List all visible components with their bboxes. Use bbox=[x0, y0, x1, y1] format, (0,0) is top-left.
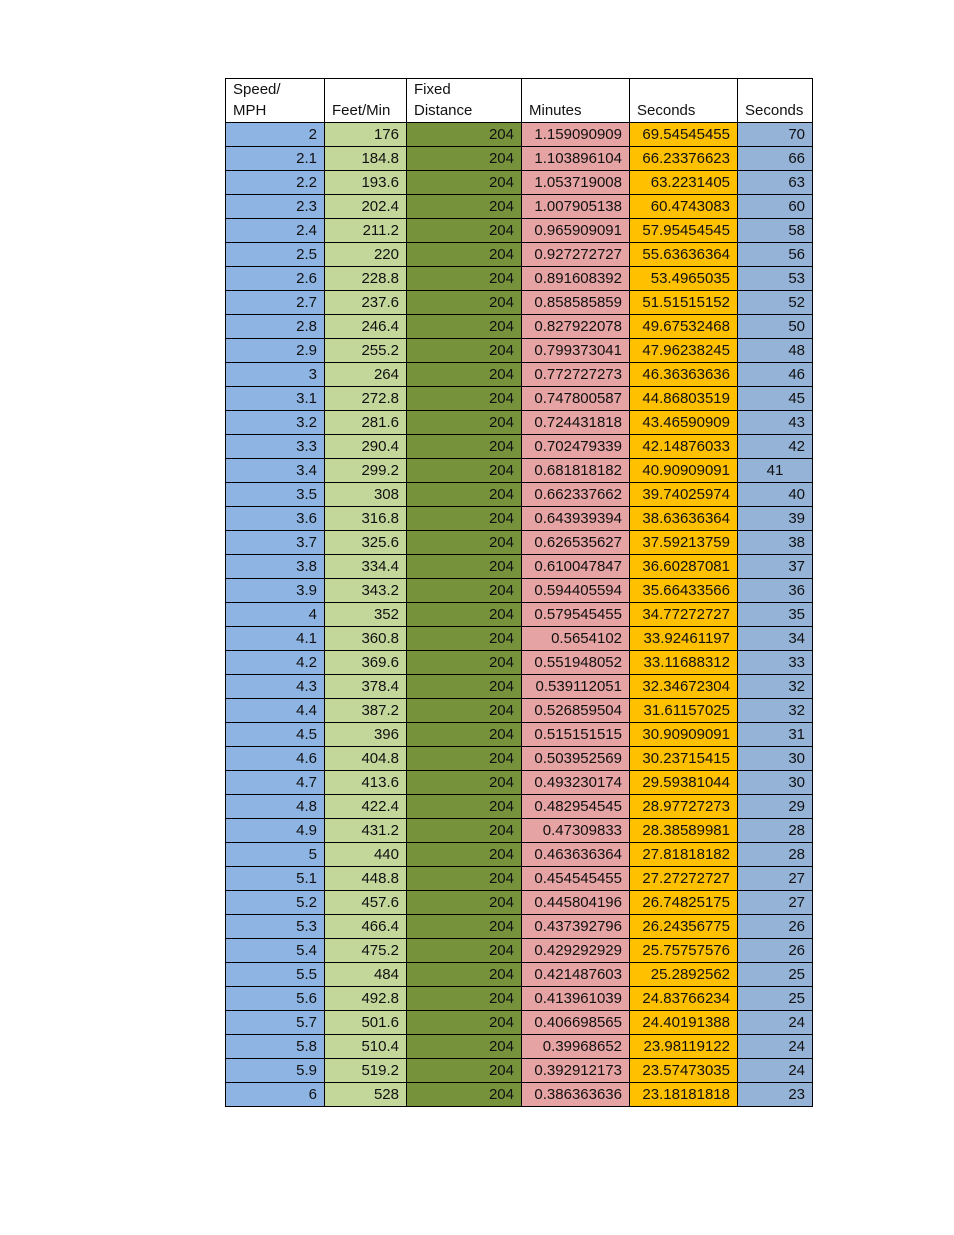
table-row bbox=[226, 123, 813, 147]
table-row bbox=[226, 1011, 813, 1035]
speed-mph-cell: 2.9 bbox=[226, 339, 325, 363]
fixed-distance-cell: 204 bbox=[407, 531, 522, 555]
fixed-distance-cell: 204 bbox=[407, 483, 522, 507]
seconds-rounded-cell: 24 bbox=[738, 1011, 813, 1035]
fixed-distance-cell: 204 bbox=[407, 123, 522, 147]
fixed-distance-cell: 204 bbox=[407, 147, 522, 171]
fixed-distance-cell: 204 bbox=[407, 459, 522, 483]
speed-mph-cell: 4.5 bbox=[226, 723, 325, 747]
seconds-rounded-cell: 46 bbox=[738, 363, 813, 387]
seconds-cell: 24.40191388 bbox=[630, 1011, 738, 1035]
table-row bbox=[226, 435, 813, 459]
table-row bbox=[226, 195, 813, 219]
table-row bbox=[226, 171, 813, 195]
minutes-cell: 0.482954545 bbox=[522, 795, 630, 819]
minutes-cell: 0.421487603 bbox=[522, 963, 630, 987]
feet-per-min-cell: 475.2 bbox=[325, 939, 407, 963]
seconds-cell: 66.23376623 bbox=[630, 147, 738, 171]
feet-per-min-cell: 228.8 bbox=[325, 267, 407, 291]
speed-conversion-table bbox=[225, 78, 813, 1107]
speed-mph-cell: 3.5 bbox=[226, 483, 325, 507]
minutes-cell: 0.747800587 bbox=[522, 387, 630, 411]
speed-mph-cell: 3.9 bbox=[226, 579, 325, 603]
fixed-distance-cell: 204 bbox=[407, 171, 522, 195]
speed-mph-cell: 4.2 bbox=[226, 651, 325, 675]
seconds-cell: 28.97727273 bbox=[630, 795, 738, 819]
speed-mph-cell: 3.3 bbox=[226, 435, 325, 459]
minutes-cell: 0.454545455 bbox=[522, 867, 630, 891]
seconds-cell: 28.38589981 bbox=[630, 819, 738, 843]
feet-per-min-cell: 519.2 bbox=[325, 1059, 407, 1083]
fixed-distance-cell: 204 bbox=[407, 1083, 522, 1107]
seconds-cell: 60.4743083 bbox=[630, 195, 738, 219]
speed-mph-cell: 4.3 bbox=[226, 675, 325, 699]
fixed-distance-cell: 204 bbox=[407, 579, 522, 603]
seconds-cell: 34.77272727 bbox=[630, 603, 738, 627]
fixed-distance-cell: 204 bbox=[407, 1035, 522, 1059]
minutes-cell: 0.702479339 bbox=[522, 435, 630, 459]
minutes-cell: 0.39968652 bbox=[522, 1035, 630, 1059]
speed-mph-cell: 3.7 bbox=[226, 531, 325, 555]
fixed-distance-cell: 204 bbox=[407, 603, 522, 627]
table-row bbox=[226, 699, 813, 723]
feet-per-min-cell: 193.6 bbox=[325, 171, 407, 195]
seconds-rounded-cell: 70 bbox=[738, 123, 813, 147]
minutes-cell: 0.927272727 bbox=[522, 243, 630, 267]
table-row bbox=[226, 819, 813, 843]
minutes-cell: 0.772727273 bbox=[522, 363, 630, 387]
speed-mph-cell: 5.2 bbox=[226, 891, 325, 915]
minutes-cell: 0.610047847 bbox=[522, 555, 630, 579]
table-row bbox=[226, 771, 813, 795]
seconds-rounded-cell: 31 bbox=[738, 723, 813, 747]
seconds-rounded-cell: 39 bbox=[738, 507, 813, 531]
seconds-rounded-cell: 23 bbox=[738, 1083, 813, 1107]
fixed-distance-cell: 204 bbox=[407, 1011, 522, 1035]
header-feet-per-min: Feet/Min bbox=[325, 79, 407, 123]
seconds-cell: 57.95454545 bbox=[630, 219, 738, 243]
table-row bbox=[226, 459, 813, 483]
minutes-cell: 0.827922078 bbox=[522, 315, 630, 339]
feet-per-min-cell: 264 bbox=[325, 363, 407, 387]
speed-mph-cell: 4.9 bbox=[226, 819, 325, 843]
feet-per-min-cell: 431.2 bbox=[325, 819, 407, 843]
fixed-distance-cell: 204 bbox=[407, 771, 522, 795]
feet-per-min-cell: 501.6 bbox=[325, 1011, 407, 1035]
fixed-distance-cell: 204 bbox=[407, 915, 522, 939]
speed-mph-cell: 3.4 bbox=[226, 459, 325, 483]
seconds-rounded-cell: 27 bbox=[738, 867, 813, 891]
fixed-distance-cell: 204 bbox=[407, 891, 522, 915]
fixed-distance-cell: 204 bbox=[407, 195, 522, 219]
seconds-cell: 32.34672304 bbox=[630, 675, 738, 699]
feet-per-min-cell: 308 bbox=[325, 483, 407, 507]
minutes-cell: 0.858585859 bbox=[522, 291, 630, 315]
seconds-rounded-cell: 32 bbox=[738, 675, 813, 699]
speed-mph-cell: 2.3 bbox=[226, 195, 325, 219]
table-row bbox=[226, 867, 813, 891]
feet-per-min-cell: 360.8 bbox=[325, 627, 407, 651]
feet-per-min-cell: 246.4 bbox=[325, 315, 407, 339]
minutes-cell: 0.437392796 bbox=[522, 915, 630, 939]
seconds-cell: 30.90909091 bbox=[630, 723, 738, 747]
feet-per-min-cell: 281.6 bbox=[325, 411, 407, 435]
seconds-cell: 29.59381044 bbox=[630, 771, 738, 795]
seconds-cell: 26.74825175 bbox=[630, 891, 738, 915]
seconds-rounded-cell: 45 bbox=[738, 387, 813, 411]
fixed-distance-cell: 204 bbox=[407, 795, 522, 819]
seconds-rounded-cell: 48 bbox=[738, 339, 813, 363]
seconds-rounded-cell: 52 bbox=[738, 291, 813, 315]
feet-per-min-cell: 396 bbox=[325, 723, 407, 747]
table-row bbox=[226, 795, 813, 819]
seconds-rounded-cell: 24 bbox=[738, 1059, 813, 1083]
feet-per-min-cell: 299.2 bbox=[325, 459, 407, 483]
seconds-cell: 27.27272727 bbox=[630, 867, 738, 891]
feet-per-min-cell: 413.6 bbox=[325, 771, 407, 795]
minutes-cell: 0.463636364 bbox=[522, 843, 630, 867]
header-speed-mph-line: Speed/ MPH bbox=[233, 81, 281, 119]
header-fixed-distance-line: Fixed Distance bbox=[414, 81, 473, 119]
table-row bbox=[226, 507, 813, 531]
table-row bbox=[226, 363, 813, 387]
minutes-cell: 0.799373041 bbox=[522, 339, 630, 363]
feet-per-min-cell: 528 bbox=[325, 1083, 407, 1107]
seconds-cell: 44.86803519 bbox=[630, 387, 738, 411]
speed-mph-cell: 3.1 bbox=[226, 387, 325, 411]
table-row bbox=[226, 483, 813, 507]
fixed-distance-cell: 204 bbox=[407, 843, 522, 867]
minutes-cell: 0.626535627 bbox=[522, 531, 630, 555]
fixed-distance-cell: 204 bbox=[407, 627, 522, 651]
fixed-distance-cell: 204 bbox=[407, 339, 522, 363]
minutes-cell: 0.551948052 bbox=[522, 651, 630, 675]
fixed-distance-cell: 204 bbox=[407, 747, 522, 771]
table-row bbox=[226, 1083, 813, 1107]
speed-mph-cell: 5.9 bbox=[226, 1059, 325, 1083]
table-row bbox=[226, 339, 813, 363]
seconds-rounded-cell: 33 bbox=[738, 651, 813, 675]
seconds-cell: 43.46590909 bbox=[630, 411, 738, 435]
minutes-cell: 0.429292929 bbox=[522, 939, 630, 963]
table-row bbox=[226, 723, 813, 747]
seconds-rounded-cell: 53 bbox=[738, 267, 813, 291]
feet-per-min-cell: 422.4 bbox=[325, 795, 407, 819]
seconds-cell: 46.36363636 bbox=[630, 363, 738, 387]
minutes-cell: 0.392912173 bbox=[522, 1059, 630, 1083]
table-row bbox=[226, 963, 813, 987]
fixed-distance-cell: 204 bbox=[407, 411, 522, 435]
fixed-distance-cell: 204 bbox=[407, 675, 522, 699]
speed-mph-cell: 4.8 bbox=[226, 795, 325, 819]
feet-per-min-cell: 220 bbox=[325, 243, 407, 267]
speed-mph-cell: 5.1 bbox=[226, 867, 325, 891]
feet-per-min-cell: 404.8 bbox=[325, 747, 407, 771]
seconds-rounded-cell: 43 bbox=[738, 411, 813, 435]
seconds-rounded-cell: 40 bbox=[738, 483, 813, 507]
seconds-rounded-cell: 63 bbox=[738, 171, 813, 195]
minutes-cell: 0.891608392 bbox=[522, 267, 630, 291]
speed-mph-cell: 5.8 bbox=[226, 1035, 325, 1059]
table-row bbox=[226, 315, 813, 339]
table-row bbox=[226, 291, 813, 315]
seconds-rounded-cell: 25 bbox=[738, 963, 813, 987]
seconds-cell: 49.67532468 bbox=[630, 315, 738, 339]
speed-mph-cell: 5.6 bbox=[226, 987, 325, 1011]
speed-mph-cell: 4 bbox=[226, 603, 325, 627]
seconds-cell: 42.14876033 bbox=[630, 435, 738, 459]
fixed-distance-cell: 204 bbox=[407, 267, 522, 291]
table-row bbox=[226, 603, 813, 627]
fixed-distance-cell: 204 bbox=[407, 819, 522, 843]
seconds-rounded-cell: 24 bbox=[738, 1035, 813, 1059]
minutes-cell: 0.406698565 bbox=[522, 1011, 630, 1035]
feet-per-min-cell: 466.4 bbox=[325, 915, 407, 939]
table-row bbox=[226, 411, 813, 435]
seconds-rounded-cell: 50 bbox=[738, 315, 813, 339]
table-row bbox=[226, 267, 813, 291]
speed-mph-cell: 5.7 bbox=[226, 1011, 325, 1035]
fixed-distance-cell: 204 bbox=[407, 435, 522, 459]
minutes-cell: 1.159090909 bbox=[522, 123, 630, 147]
seconds-cell: 35.66433566 bbox=[630, 579, 738, 603]
minutes-cell: 0.579545455 bbox=[522, 603, 630, 627]
minutes-cell: 0.526859504 bbox=[522, 699, 630, 723]
feet-per-min-cell: 369.6 bbox=[325, 651, 407, 675]
seconds-rounded-cell: 56 bbox=[738, 243, 813, 267]
speed-mph-cell: 6 bbox=[226, 1083, 325, 1107]
fixed-distance-cell: 204 bbox=[407, 363, 522, 387]
seconds-cell: 36.60287081 bbox=[630, 555, 738, 579]
feet-per-min-cell: 334.4 bbox=[325, 555, 407, 579]
seconds-rounded-cell: 28 bbox=[738, 843, 813, 867]
feet-per-min-cell: 211.2 bbox=[325, 219, 407, 243]
feet-per-min-cell: 176 bbox=[325, 123, 407, 147]
header-seconds: Seconds bbox=[630, 79, 738, 123]
speed-mph-cell: 5 bbox=[226, 843, 325, 867]
minutes-cell: 0.503952569 bbox=[522, 747, 630, 771]
seconds-cell: 51.51515152 bbox=[630, 291, 738, 315]
seconds-cell: 31.61157025 bbox=[630, 699, 738, 723]
feet-per-min-cell: 378.4 bbox=[325, 675, 407, 699]
table-row bbox=[226, 675, 813, 699]
speed-mph-cell: 3.8 bbox=[226, 555, 325, 579]
table-row bbox=[226, 531, 813, 555]
speed-mph-cell: 5.3 bbox=[226, 915, 325, 939]
seconds-rounded-cell: 28 bbox=[738, 819, 813, 843]
table-row bbox=[226, 243, 813, 267]
seconds-cell: 27.81818182 bbox=[630, 843, 738, 867]
table-row bbox=[226, 147, 813, 171]
header-seconds-rounded: Seconds bbox=[738, 79, 813, 123]
seconds-cell: 39.74025974 bbox=[630, 483, 738, 507]
minutes-cell: 0.445804196 bbox=[522, 891, 630, 915]
table-row bbox=[226, 891, 813, 915]
seconds-rounded-cell: 27 bbox=[738, 891, 813, 915]
minutes-cell: 1.053719008 bbox=[522, 171, 630, 195]
table-row bbox=[226, 651, 813, 675]
table-row bbox=[226, 1035, 813, 1059]
minutes-cell: 0.47309833 bbox=[522, 819, 630, 843]
table-row bbox=[226, 915, 813, 939]
speed-mph-cell: 5.5 bbox=[226, 963, 325, 987]
seconds-rounded-cell: 36 bbox=[738, 579, 813, 603]
fixed-distance-cell: 204 bbox=[407, 867, 522, 891]
minutes-cell: 0.539112051 bbox=[522, 675, 630, 699]
seconds-rounded-cell: 60 bbox=[738, 195, 813, 219]
seconds-rounded-cell: 66 bbox=[738, 147, 813, 171]
seconds-rounded-cell: 37 bbox=[738, 555, 813, 579]
seconds-rounded-cell: 41 bbox=[738, 459, 813, 483]
speed-mph-cell: 2.6 bbox=[226, 267, 325, 291]
speed-mph-cell: 4.1 bbox=[226, 627, 325, 651]
table-row bbox=[226, 579, 813, 603]
minutes-cell: 0.965909091 bbox=[522, 219, 630, 243]
feet-per-min-cell: 325.6 bbox=[325, 531, 407, 555]
minutes-cell: 0.493230174 bbox=[522, 771, 630, 795]
fixed-distance-cell: 204 bbox=[407, 219, 522, 243]
seconds-cell: 63.2231405 bbox=[630, 171, 738, 195]
seconds-rounded-cell: 38 bbox=[738, 531, 813, 555]
seconds-cell: 37.59213759 bbox=[630, 531, 738, 555]
seconds-rounded-cell: 35 bbox=[738, 603, 813, 627]
fixed-distance-cell: 204 bbox=[407, 963, 522, 987]
header-row bbox=[226, 79, 813, 123]
seconds-cell: 47.96238245 bbox=[630, 339, 738, 363]
seconds-cell: 23.57473035 bbox=[630, 1059, 738, 1083]
seconds-rounded-cell: 26 bbox=[738, 915, 813, 939]
minutes-cell: 1.007905138 bbox=[522, 195, 630, 219]
feet-per-min-cell: 387.2 bbox=[325, 699, 407, 723]
fixed-distance-cell: 204 bbox=[407, 699, 522, 723]
feet-per-min-cell: 272.8 bbox=[325, 387, 407, 411]
fixed-distance-cell: 204 bbox=[407, 555, 522, 579]
feet-per-min-cell: 492.8 bbox=[325, 987, 407, 1011]
speed-mph-cell: 2.1 bbox=[226, 147, 325, 171]
speed-mph-cell: 2.8 bbox=[226, 315, 325, 339]
fixed-distance-cell: 204 bbox=[407, 315, 522, 339]
table-row bbox=[226, 987, 813, 1011]
seconds-rounded-cell: 42 bbox=[738, 435, 813, 459]
seconds-cell: 55.63636364 bbox=[630, 243, 738, 267]
feet-per-min-cell: 510.4 bbox=[325, 1035, 407, 1059]
table-row bbox=[226, 627, 813, 651]
minutes-cell: 0.643939394 bbox=[522, 507, 630, 531]
fixed-distance-cell: 204 bbox=[407, 243, 522, 267]
seconds-rounded-cell: 30 bbox=[738, 747, 813, 771]
speed-mph-cell: 2.7 bbox=[226, 291, 325, 315]
feet-per-min-cell: 457.6 bbox=[325, 891, 407, 915]
fixed-distance-cell: 204 bbox=[407, 291, 522, 315]
table-row bbox=[226, 1059, 813, 1083]
table-row bbox=[226, 387, 813, 411]
seconds-rounded-cell: 30 bbox=[738, 771, 813, 795]
fixed-distance-cell: 204 bbox=[407, 651, 522, 675]
fixed-distance-cell: 204 bbox=[407, 939, 522, 963]
seconds-rounded-cell: 34 bbox=[738, 627, 813, 651]
speed-mph-cell: 2.4 bbox=[226, 219, 325, 243]
fixed-distance-cell: 204 bbox=[407, 1059, 522, 1083]
seconds-cell: 69.54545455 bbox=[630, 123, 738, 147]
seconds-rounded-cell: 58 bbox=[738, 219, 813, 243]
speed-mph-cell: 5.4 bbox=[226, 939, 325, 963]
seconds-cell: 33.92461197 bbox=[630, 627, 738, 651]
table-body bbox=[226, 123, 813, 1107]
seconds-cell: 40.90909091 bbox=[630, 459, 738, 483]
table-header bbox=[226, 79, 813, 123]
speed-mph-cell: 3.6 bbox=[226, 507, 325, 531]
speed-mph-cell: 3.2 bbox=[226, 411, 325, 435]
minutes-cell: 0.594405594 bbox=[522, 579, 630, 603]
minutes-cell: 0.5654102 bbox=[522, 627, 630, 651]
speed-mph-cell: 2 bbox=[226, 123, 325, 147]
seconds-cell: 33.11688312 bbox=[630, 651, 738, 675]
feet-per-min-cell: 343.2 bbox=[325, 579, 407, 603]
feet-per-min-cell: 316.8 bbox=[325, 507, 407, 531]
seconds-rounded-cell: 26 bbox=[738, 939, 813, 963]
speed-mph-cell: 4.7 bbox=[226, 771, 325, 795]
table-row bbox=[226, 843, 813, 867]
seconds-cell: 26.24356775 bbox=[630, 915, 738, 939]
speed-mph-cell: 2.5 bbox=[226, 243, 325, 267]
seconds-cell: 30.23715415 bbox=[630, 747, 738, 771]
seconds-cell: 25.75757576 bbox=[630, 939, 738, 963]
fixed-distance-cell: 204 bbox=[407, 723, 522, 747]
fixed-distance-cell: 204 bbox=[407, 987, 522, 1011]
speed-mph-cell: 4.6 bbox=[226, 747, 325, 771]
seconds-cell: 23.98119122 bbox=[630, 1035, 738, 1059]
table-row bbox=[226, 747, 813, 771]
feet-per-min-cell: 440 bbox=[325, 843, 407, 867]
speed-mph-cell: 3 bbox=[226, 363, 325, 387]
minutes-cell: 0.662337662 bbox=[522, 483, 630, 507]
table-row bbox=[226, 939, 813, 963]
fixed-distance-cell: 204 bbox=[407, 507, 522, 531]
speed-mph-cell: 4.4 bbox=[226, 699, 325, 723]
feet-per-min-cell: 448.8 bbox=[325, 867, 407, 891]
header-speed-mph bbox=[226, 79, 325, 123]
seconds-cell: 53.4965035 bbox=[630, 267, 738, 291]
seconds-cell: 24.83766234 bbox=[630, 987, 738, 1011]
minutes-cell: 0.386363636 bbox=[522, 1083, 630, 1107]
feet-per-min-cell: 484 bbox=[325, 963, 407, 987]
feet-per-min-cell: 255.2 bbox=[325, 339, 407, 363]
seconds-cell: 25.2892562 bbox=[630, 963, 738, 987]
feet-per-min-cell: 237.6 bbox=[325, 291, 407, 315]
table-row bbox=[226, 555, 813, 579]
fixed-distance-cell: 204 bbox=[407, 387, 522, 411]
seconds-rounded-cell: 25 bbox=[738, 987, 813, 1011]
minutes-cell: 0.413961039 bbox=[522, 987, 630, 1011]
table-row bbox=[226, 219, 813, 243]
feet-per-min-cell: 290.4 bbox=[325, 435, 407, 459]
minutes-cell: 0.681818182 bbox=[522, 459, 630, 483]
header-minutes: Minutes bbox=[522, 79, 630, 123]
seconds-rounded-cell: 29 bbox=[738, 795, 813, 819]
minutes-cell: 1.103896104 bbox=[522, 147, 630, 171]
seconds-rounded-cell: 32 bbox=[738, 699, 813, 723]
minutes-cell: 0.724431818 bbox=[522, 411, 630, 435]
speed-mph-cell: 2.2 bbox=[226, 171, 325, 195]
seconds-cell: 38.63636364 bbox=[630, 507, 738, 531]
feet-per-min-cell: 352 bbox=[325, 603, 407, 627]
feet-per-min-cell: 202.4 bbox=[325, 195, 407, 219]
seconds-cell: 23.18181818 bbox=[630, 1083, 738, 1107]
header-fixed-distance bbox=[407, 79, 522, 123]
minutes-cell: 0.515151515 bbox=[522, 723, 630, 747]
feet-per-min-cell: 184.8 bbox=[325, 147, 407, 171]
